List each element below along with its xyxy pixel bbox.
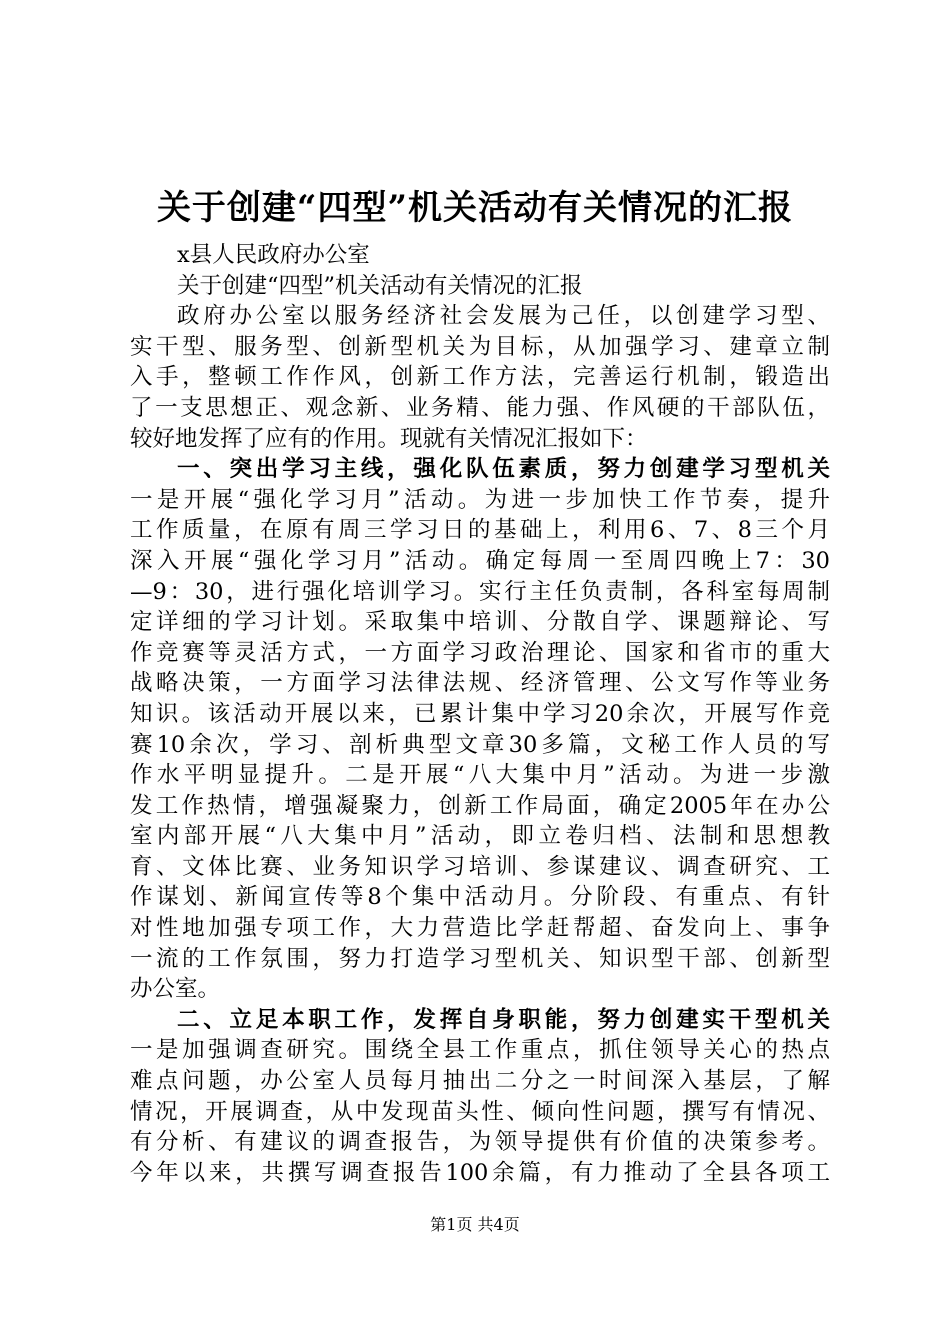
body-line: 作水平明显提升。二是开展“八大集中月”活动。为进一步激: [130, 762, 830, 789]
document-title: 关于创建“四型”机关活动有关情况的汇报: [156, 188, 794, 228]
body-line: 深入开展“强化学习月”活动。确定每周一至周四晚上7：30: [130, 547, 830, 574]
body-line: —9：30，进行强化培训学习。实行主任负责制，各科室每周制: [130, 578, 830, 605]
body-line: 作竞赛等灵活方式，一方面学习政治理论、国家和省市的重大: [130, 639, 830, 666]
body-line: 作谋划、新闻宣传等8个集中活动月。分阶段、有重点、有针: [130, 884, 830, 911]
body-line: 一是开展“强化学习月”活动。为进一步加快工作节奏，提升: [130, 486, 830, 513]
body-line: 入手，整顿工作作风，创新工作方法，完善运行机制，锻造出: [130, 364, 830, 391]
section-heading: 一、突出学习主线，强化队伍素质，努力创建学习型机关: [177, 456, 830, 483]
body-line: 定详细的学习计划。采取集中培训、分散自学、课题辩论、写: [130, 609, 830, 636]
body-line: 赛10余次，学习、剖析典型文章30多篇，文秘工作人员的写: [130, 731, 830, 758]
body-line: 办公室。: [130, 976, 221, 1003]
body-line: 有分析、有建议的调查报告，为领导提供有价值的决策参考。: [130, 1129, 830, 1156]
document-body: [130, 240, 830, 1188]
body-line: 较好地发挥了应有的作用。现就有关情况汇报如下：: [130, 425, 648, 452]
page-footer: 第1页 共4页: [430, 1215, 520, 1234]
body-line: 政府办公室以服务经济社会发展为己任，以创建学习型、: [177, 303, 830, 330]
body-line: x县人民政府办公室: [177, 242, 370, 268]
body-line: 知识。该活动开展以来，已累计集中学习20余次，开展写作竞: [130, 700, 830, 727]
body-line: 实干型、服务型、创新型机关为目标，从加强学习、建章立制: [130, 333, 830, 360]
body-line: 一流的工作氛围，努力打造学习型机关、知识型干部、创新型: [130, 945, 830, 972]
body-line: 今年以来，共撰写调查报告100余篇，有力推动了全县各项工: [130, 1159, 830, 1186]
body-line: 一是加强调查研究。围绕全县工作重点，抓住领导关心的热点: [130, 1037, 830, 1064]
body-line: 情况，开展调查，从中发现苗头性、倾向性问题，撰写有情况、: [130, 1098, 830, 1125]
section-heading: 二、立足本职工作，发挥自身职能，努力创建实干型机关: [177, 1006, 830, 1033]
body-line: 工作质量，在原有周三学习日的基础上，利用6、7、8三个月: [130, 517, 830, 544]
body-line: 育、文体比赛、业务知识学习培训、参谋建议、调查研究、工: [130, 853, 830, 880]
body-line: 关于创建“四型”机关活动有关情况的汇报: [177, 272, 583, 299]
body-line: 室内部开展“八大集中月”活动，即立卷归档、法制和思想教: [130, 823, 830, 850]
body-line: 发工作热情，增强凝聚力，创新工作局面，确定2005年在办公: [130, 792, 830, 819]
body-line: 对性地加强专项工作，大力营造比学赶帮超、奋发向上、事争: [130, 915, 830, 942]
body-line: 了一支思想正、观念新、业务精、能力强、作风硬的干部队伍，: [130, 394, 830, 421]
body-line: 战略决策，一方面学习法律法规、经济管理、公文写作等业务: [130, 670, 830, 697]
body-line: 难点问题，办公室人员每月抽出二分之一时间深入基层，了解: [130, 1068, 830, 1095]
